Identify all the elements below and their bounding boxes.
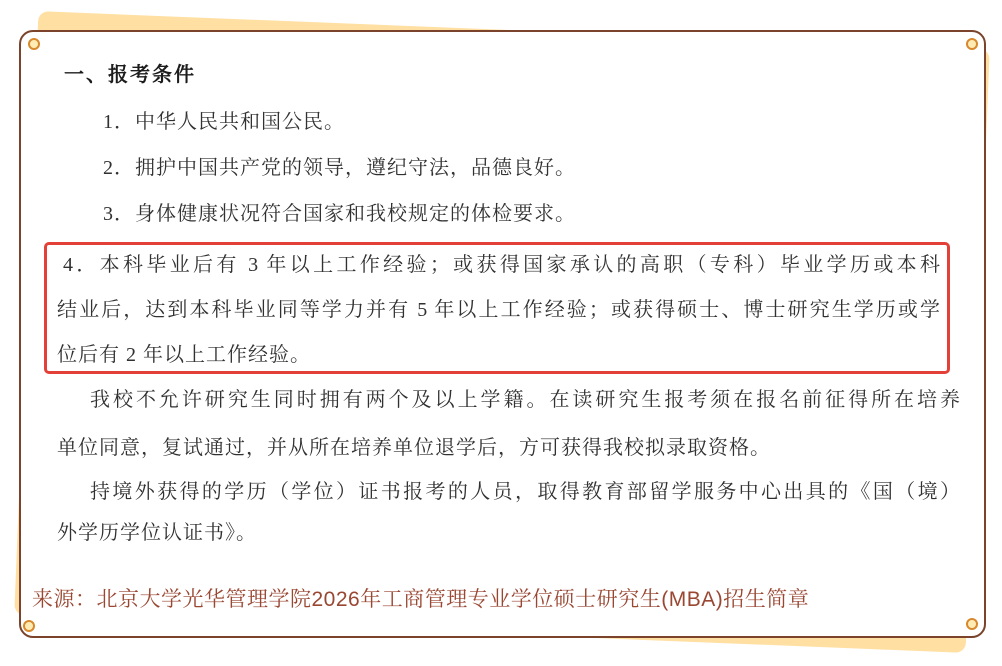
highlighted-requirement-line-2: 结业后，达到本科毕业同等学力并有 5 年以上工作经验；或获得硕士、博士研究生学历或学 — [57, 299, 940, 321]
highlighted-requirement-line-3: 位后有 2 年以上工作经验。 — [57, 344, 311, 366]
corner-dot-top-left — [28, 38, 40, 50]
paragraph-2-line-2: 外学历学位认证书》。 — [57, 522, 257, 544]
paragraph-2-line-1: 持境外获得的学历（学位）证书报考的人员，取得教育部留学服务中心出具的《国（境） — [90, 481, 960, 503]
source-attribution: 来源：北京大学光华管理学院2026年工商管理专业学位硕士研究生(MBA)招生简章 — [32, 588, 810, 611]
requirement-item-3: 3．身体健康状况符合国家和我校规定的体检要求。 — [103, 203, 576, 225]
section-heading: 一、报考条件 — [64, 64, 196, 86]
paragraph-1-line-1: 我校不允许研究生同时拥有两个及以上学籍。在读研究生报考须在报名前征得所在培养 — [90, 389, 960, 411]
paragraph-1-line-2: 单位同意，复试通过，并从所在培养单位退学后，方可获得我校拟录取资格。 — [57, 437, 771, 459]
corner-dot-bottom-right — [966, 618, 978, 630]
corner-dot-bottom-left — [23, 620, 35, 632]
requirement-item-1: 1．中华人民共和国公民。 — [103, 111, 345, 133]
highlighted-requirement-line-1: 4．本科毕业后有 3 年以上工作经验；或获得国家承认的高职（专科）毕业学历或本科 — [63, 254, 940, 276]
corner-dot-top-right — [966, 38, 978, 50]
requirement-item-2: 2．拥护中国共产党的领导，遵纪守法，品德良好。 — [103, 157, 576, 179]
